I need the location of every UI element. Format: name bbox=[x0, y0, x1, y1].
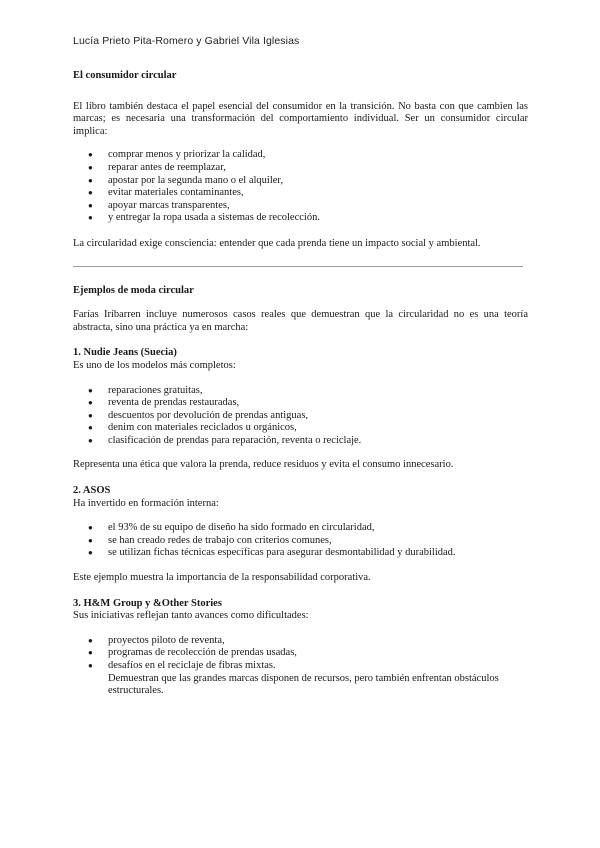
section-title-ejemplos: Ejemplos de moda circular bbox=[73, 284, 194, 296]
list-item: ● apoyar marcas transparentes, bbox=[73, 200, 528, 213]
list-item: ● denim con materiales reciclados u orgánicos, bbox=[73, 422, 528, 435]
list-item: ● reparaciones gratuitas, bbox=[73, 385, 528, 398]
list-item: ● reparar antes de reemplazar, bbox=[73, 162, 528, 175]
list-item: ● descuentos por devolución de prendas antiguas, bbox=[73, 410, 528, 423]
subsection-heading-hm: 3. H&M Group y &Other Stories bbox=[73, 597, 222, 609]
list-item: ● proyectos piloto de reventa, bbox=[73, 635, 528, 648]
list-asos bbox=[73, 522, 528, 560]
list-item: ● clasificación de prendas para reparación, reventa o reciclaje. bbox=[73, 435, 528, 448]
list-item: ● se han creado redes de trabajo con criterios comunes, bbox=[73, 535, 528, 548]
section-divider bbox=[73, 266, 523, 267]
list-item: ● evitar materiales contaminantes, bbox=[73, 187, 528, 200]
list-nudie bbox=[73, 385, 528, 448]
section-title-consumidor: El consumidor circular bbox=[73, 70, 177, 81]
list-item: ● reventa de prendas restauradas, bbox=[73, 397, 528, 410]
list-item: ● y entregar la ropa usada a sistemas de recolección. bbox=[73, 212, 528, 225]
paragraph-asos-closing: Este ejemplo muestra la importancia de la responsabilidad corporativa. bbox=[73, 572, 371, 584]
list-consumidor bbox=[73, 149, 528, 225]
list-item: ● apostar por la segunda mano o el alquiler, bbox=[73, 175, 528, 188]
paragraph-nudie-closing: Representa una ética que valora la prenda, reduce residuos y evita el consumo innecesario. bbox=[73, 459, 454, 471]
list-item: ● se utilizan fichas técnicas específicas para asegurar desmontabilidad y durabilidad. bbox=[73, 547, 528, 560]
page-content bbox=[73, 70, 528, 698]
subsection-heading-nudie: 1. Nudie Jeans (Suecia) bbox=[73, 347, 177, 359]
paragraph-ejemplos-intro: Farías Iribarren incluye numerosos casos reales que demuestran que la circularidad no es una teoría abstracta, sino una práctica ya en marcha: bbox=[73, 309, 528, 333]
paragraph-consumidor-closing: La circularidad exige consciencia: entender que cada prenda tiene un impacto social y ambiental. bbox=[73, 237, 481, 249]
list-item: ● comprar menos y priorizar la calidad, bbox=[73, 149, 528, 162]
paragraph-hm-note: Demuestran que las grandes marcas disponen de recursos, pero también enfrentan obstáculos estructurales. bbox=[108, 672, 499, 697]
list-hm bbox=[73, 635, 528, 673]
list-item: ● programas de recolección de prendas usadas, bbox=[73, 647, 528, 660]
paragraph-consumidor-intro: El libro también destaca el papel esencial del consumidor en la transición. No basta con que cambien las marcas; es necesaria una transformación del comportamiento individual. Ser un consumidor circular implica: bbox=[73, 100, 528, 137]
list-item: ● el 93% de su equipo de diseño ha sido formado en circularidad, bbox=[73, 522, 528, 535]
paragraph-hm-lead: Sus iniciativas reflejan tanto avances como dificultades: bbox=[73, 610, 309, 622]
paragraph-nudie-lead: Es uno de los modelos más completos: bbox=[73, 359, 236, 371]
subsection-heading-asos: 2. ASOS bbox=[73, 485, 111, 497]
list-item: ● desafíos en el reciclaje de fibras mixtas. bbox=[73, 660, 528, 673]
running-header: Lucía Prieto Pita-Romero y Gabriel Vila Iglesias bbox=[73, 35, 300, 47]
paragraph-asos-lead: Ha invertido en formación interna: bbox=[73, 497, 219, 509]
